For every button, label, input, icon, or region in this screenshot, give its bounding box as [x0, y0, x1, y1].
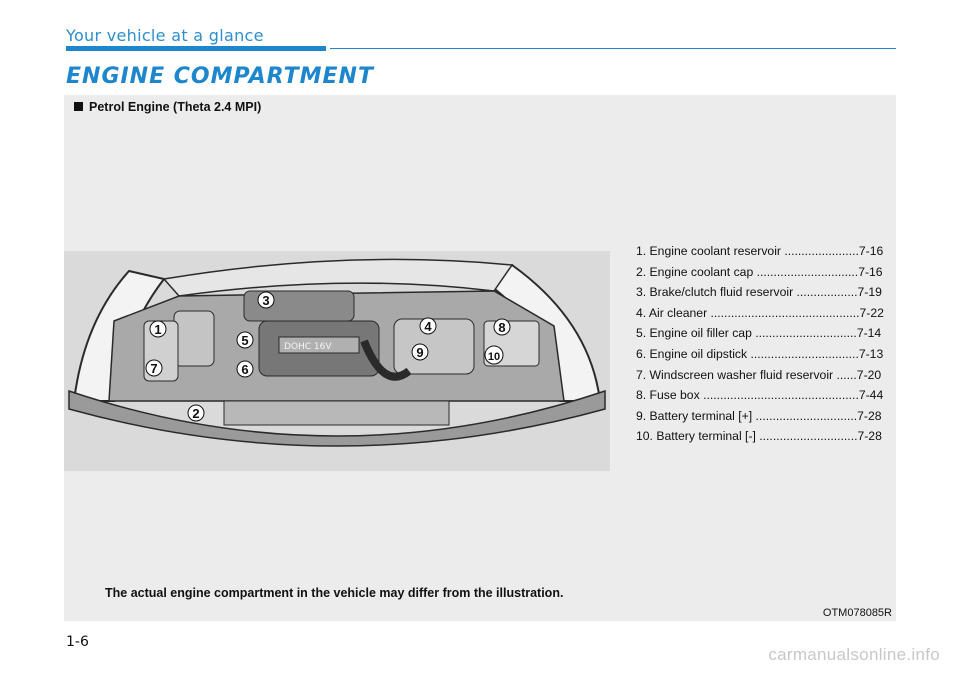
callout-8: 8 — [498, 320, 506, 335]
engine-badge: DOHC 16V — [284, 342, 332, 352]
engine-label — [74, 100, 261, 114]
callout-1: 1 — [154, 322, 162, 337]
callout-3: 3 — [262, 293, 270, 308]
engine-illustration — [64, 251, 610, 471]
legend-item: 7. Windscreen washer fluid reservoir ......7-20 — [636, 367, 882, 382]
legend-item: 3. Brake/clutch fluid reservoir ..................7-19 — [636, 285, 882, 300]
legend-item: 1. Engine coolant reservoir ......................7-16 — [636, 244, 884, 258]
callout-10: 10 — [487, 351, 501, 363]
legend-item: 4. Air cleaner ............................................7-22 — [636, 305, 884, 320]
page-heading: ENGINE COMPARTMENT — [66, 64, 374, 89]
legend-item: 6. Engine oil dipstick ................................7-13 — [636, 346, 884, 361]
header-rule-thin — [330, 48, 896, 49]
header-rule-thick — [66, 46, 326, 51]
disclaimer: The actual engine compartment in the vehicle may differ from the illustration. — [105, 586, 564, 600]
square-bullet-icon — [74, 102, 83, 111]
legend-item: 5. Engine oil filler cap ..............................7-14 — [636, 326, 882, 341]
legend-item: 9. Battery terminal [+] ..............................7-28 — [636, 408, 882, 423]
section-title: Your vehicle at a glance — [66, 26, 264, 45]
callout-2: 2 — [192, 406, 200, 421]
callout-6: 6 — [241, 362, 249, 377]
callout-4: 4 — [424, 319, 432, 334]
engine-label-text: Petrol Engine (Theta 2.4 MPI) — [89, 100, 262, 114]
callout-5: 5 — [241, 333, 249, 348]
callout-7: 7 — [150, 361, 158, 376]
legend-item: 8. Fuse box ..............................................7-44 — [636, 388, 884, 403]
watermark: carmanualsonline.info — [768, 645, 940, 664]
callout-9: 9 — [416, 345, 424, 360]
component-legend — [636, 244, 892, 450]
engine-compartment-drawing — [64, 251, 610, 471]
legend-item: 2. Engine coolant cap ..............................7-16 — [636, 264, 883, 279]
page-number: 1-6 — [66, 634, 89, 650]
legend-item: 10. Battery terminal [-] .............................7-28 — [636, 429, 882, 444]
image-code: OTM078085R — [822, 607, 892, 619]
